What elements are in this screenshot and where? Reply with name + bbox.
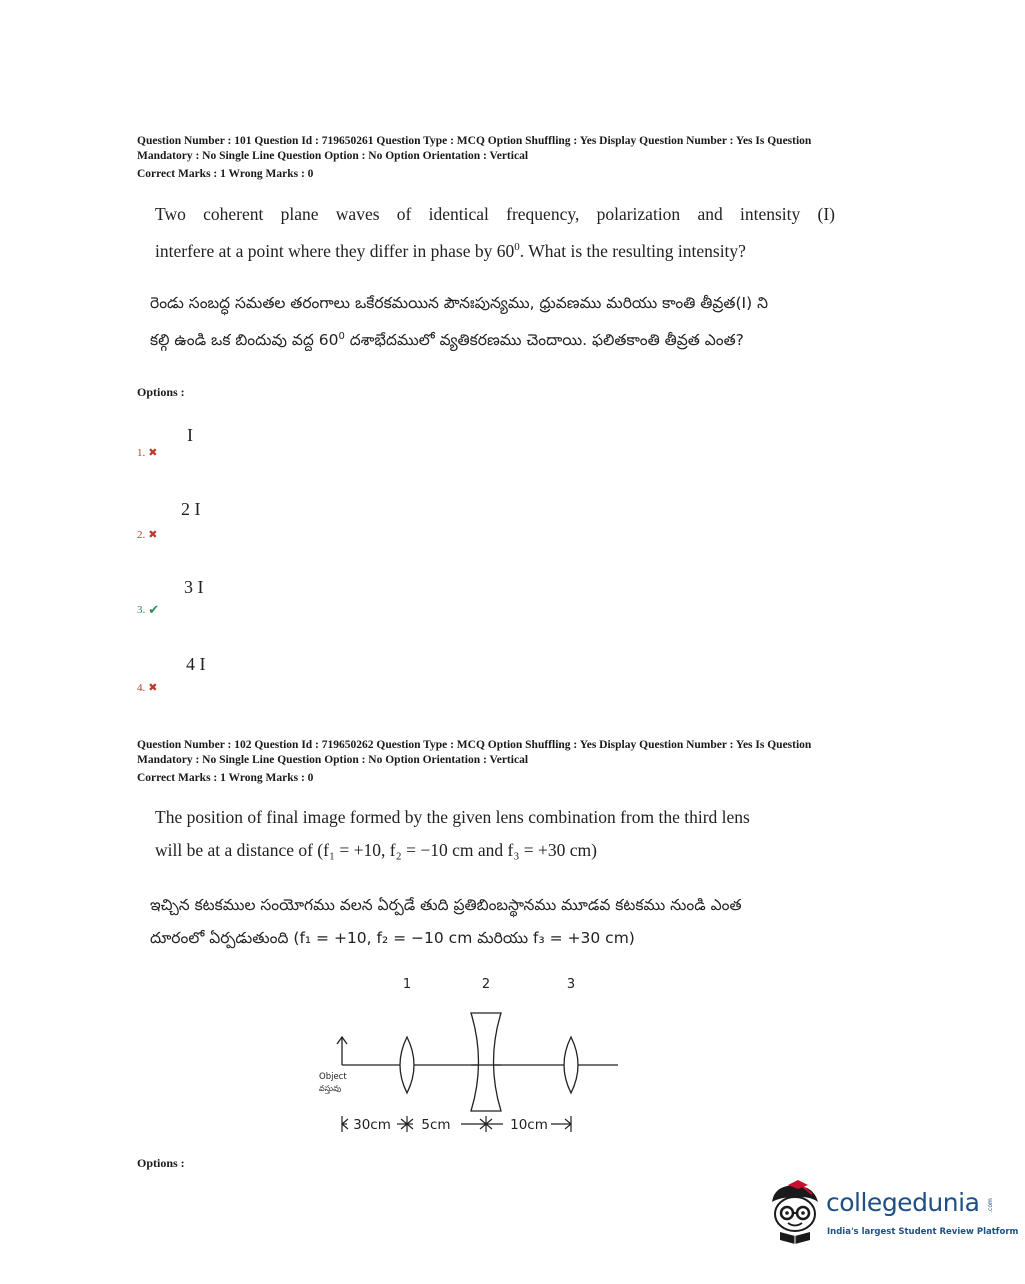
student-mascot-icon [768,1180,826,1246]
option-4-number: 4. ✖ [137,681,158,694]
object-label: Object [319,1072,347,1082]
question-text-line: interfere at a point where they differ in phase by $60^0$. What is the resulting intensity? [155,240,746,261]
concave-lens-2 [471,1013,501,1111]
question-text-line: Two coherent plane waves of identical frequency, polarization and intensity (I) [155,204,835,224]
cross-icon: ✖ [148,528,158,541]
question-meta-line: Question Number : 102 Question Id : 719650262 Question Type : MCQ Option Shuffling : Yes Display Question Number : Yes Is Question [137,739,812,751]
question-102-telugu [150,889,850,955]
lens-1-label: 1 [402,977,412,992]
cross-icon: ✖ [148,681,158,694]
question-101-english [155,198,835,268]
option-2-text[interactable]: 2 I [181,499,201,519]
convex-lens-1 [400,1037,414,1093]
convex-lens-3 [564,1037,578,1093]
question-text-line: The position of final image formed by the given lens combination from the third lens [155,807,750,827]
options-label: Options : [137,385,185,399]
question-101-meta [137,134,917,182]
distance-label-30cm: 30cm [353,1117,391,1133]
object-label-telugu: వస్తువు [319,1084,342,1093]
question-102-english [155,801,820,867]
option-1-number: 1. ✖ [137,446,158,459]
question-101-telugu [150,287,850,357]
lens-3-label: 3 [566,977,576,992]
option-2-number: 2. ✖ [137,528,158,541]
question-text-line: రెండు సంబద్ధ సమతల తరంగాలు ఒకేరకమయిన పౌనఃపున్యము, ధ్రువణము మరియు కాంతి తీవ్రత(I) ని [150,294,768,312]
lens-combination-diagram [285,965,645,1150]
option-1-text[interactable]: I [187,425,193,445]
question-text-line: will be at a distance of (f₁ = +10, f₂ = −10 cm and f₃ = +30 cm) [155,840,597,860]
option-3-number: 3. ✔ [137,602,160,617]
collegedunia-logo [768,1180,1019,1246]
cross-icon: ✖ [148,446,158,459]
check-icon: ✔ [148,602,160,617]
question-text-line: ఇచ్చిన కటకముల సంయోగము వలన ఏర్పడే తుది ప్రతిబింబస్థానము మూడవ కటకము నుండి ఎంత [150,896,742,914]
option-4-text[interactable]: 4 I [186,654,206,674]
question-marks-line: Correct Marks : 1 Wrong Marks : 0 [137,772,314,784]
question-102-meta [137,738,917,786]
question-meta-line: Mandatory : No Single Line Question Option : No Option Orientation : Vertical [137,754,529,766]
question-marks-line: Correct Marks : 1 Wrong Marks : 0 [137,168,314,180]
question-meta-line: Mandatory : No Single Line Question Option : No Option Orientation : Vertical [137,150,529,162]
brand-name: collegedunia [826,1188,980,1217]
brand-tagline: India's largest Student Review Platform [827,1227,1019,1237]
question-text-line: కల్గి ఉండి ఒక బిందువు వద్ద $60^0$ దశాభేదములో వ్యతికరణము చెందాయి. ఫలితకాంతి తీవ్రత ఎంత? [150,331,744,350]
question-text-line: దూరంలో ఏర్పడుతుంది (f₁ = +10, f₂ = −10 cm మరియు f₃ = +30 cm) [150,929,635,947]
distance-label-10cm: 10cm [510,1117,548,1133]
brand-com: .com [986,1198,994,1213]
option-3-text[interactable]: 3 I [184,577,204,597]
question-meta-line: Question Number : 101 Question Id : 719650261 Question Type : MCQ Option Shuffling : Yes Display Question Number : Yes Is Question [137,135,812,147]
options-label: Options : [137,1156,185,1170]
distance-label-5cm: 5cm [421,1117,451,1133]
lens-2-label: 2 [481,977,491,992]
